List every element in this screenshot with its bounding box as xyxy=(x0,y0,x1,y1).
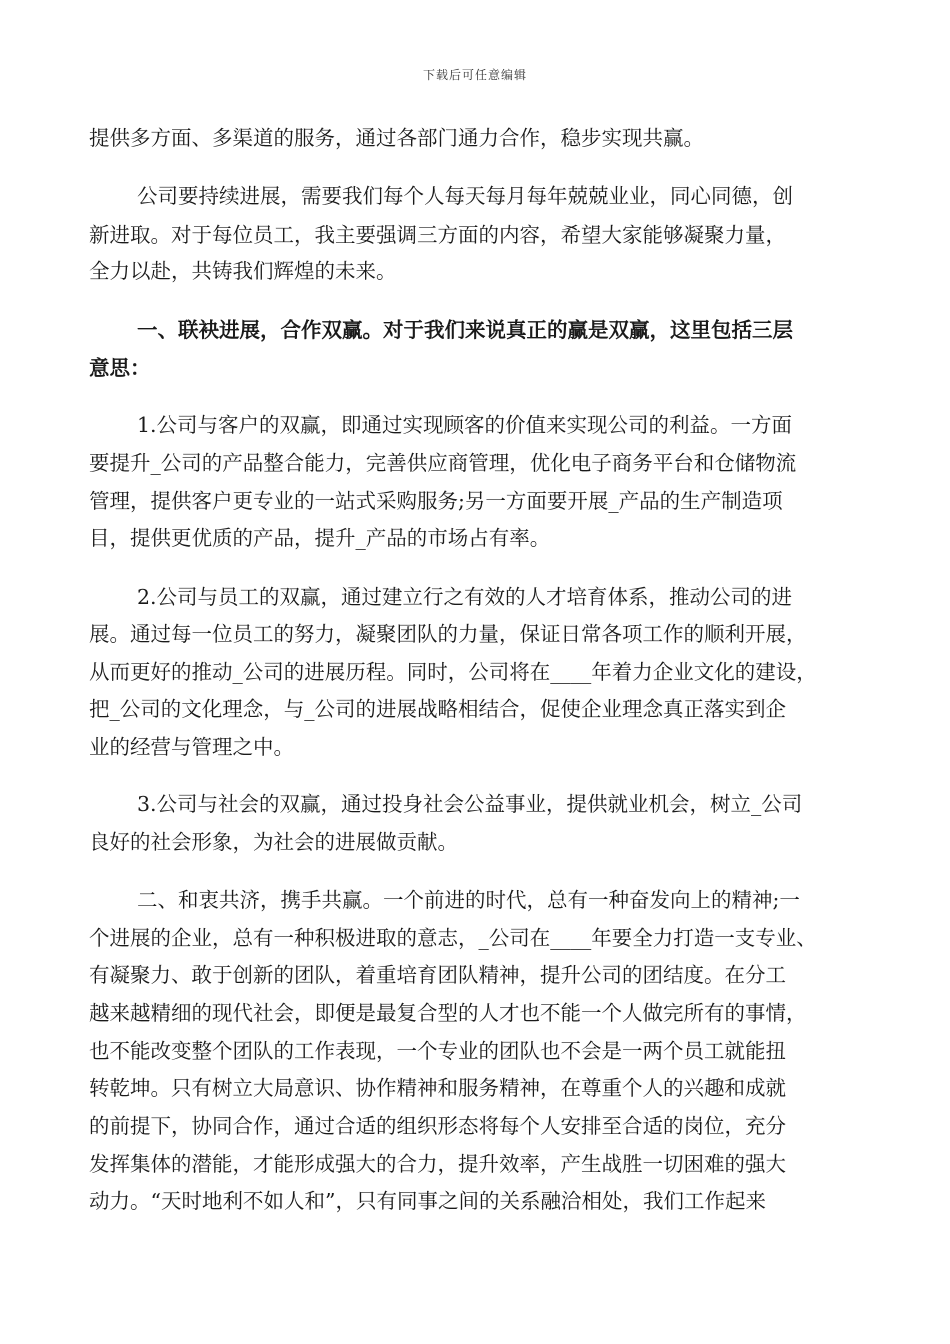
section-2-line-8: 发挥集体的潜能，才能形成强大的合力，提升效率，产生战胜一切困难的强大 xyxy=(89,1152,786,1176)
item-2-line-5: 业的经营与管理之中。 xyxy=(89,735,294,759)
section-2-line-3: 有凝聚力、敢于创新的团队，着重培育团队精神，提升公司的团结度。在分工 xyxy=(89,963,786,987)
section-2-line-1: 二、和衷共济，携手共赢。一个前进的时代，总有一种奋发向上的精神;一 xyxy=(137,888,800,912)
section-2-line-2: 个进展的企业，总有一种积极进取的意志，_公司在____年要全力打造一支专业、 xyxy=(89,926,817,950)
paragraph-2-line-3: 全力以赴，共铸我们辉煌的未来。 xyxy=(89,259,397,283)
section-2-line-9: 动力。“天时地利不如人和”，只有同事之间的关系融洽相处，我们工作起来 xyxy=(89,1189,766,1213)
section-1-heading-line-1: 一、联袂进展，合作双赢。对于我们来说真正的赢是双赢，这里包括三层 xyxy=(137,318,793,342)
item-1-line-1: 1.公司与客户的双赢，即通过实现顾客的价值来实现公司的利益。一方面 xyxy=(137,413,793,437)
item-1-line-4: 目，提供更优质的产品，提升_产品的市场占有率。 xyxy=(89,526,551,550)
section-2-line-7: 的前提下，协同合作，通过合适的组织形态将每个人安排至合适的岗位，充分 xyxy=(89,1114,786,1138)
page-header: 下载后可任意编辑 xyxy=(422,68,527,82)
item-3-line-2: 良好的社会形象，为社会的进展做贡献。 xyxy=(89,830,458,854)
item-1-line-3: 管理，提供客户更专业的一站式采购服务;另一方面要开展_产品的生产制造项 xyxy=(89,489,783,513)
item-2-line-3: 从而更好的推动_公司的进展历程。同时，公司将在____年着力企业文化的建设， xyxy=(89,660,817,684)
section-2-line-4: 越来越精细的现代社会，即便是最复合型的人才也不能一个人做完所有的事情， xyxy=(89,1001,807,1025)
section-1-heading-line-2: 意思： xyxy=(89,356,151,380)
paragraph-1-line-1: 提供多方面、多渠道的服务，通过各部门通力合作，稳步实现共赢。 xyxy=(89,126,704,150)
item-3-line-1: 3.公司与社会的双赢，通过投身社会公益事业，提供就业机会，树立_公司 xyxy=(137,792,803,816)
item-1-line-2: 要提升_公司的产品整合能力，完善供应商管理，优化电子商务平台和仓储物流 xyxy=(89,451,797,475)
section-2-line-5: 也不能改变整个团队的工作表现，一个专业的团队也不会是一两个员工就能扭 xyxy=(89,1039,786,1063)
section-2-line-6: 转乾坤。只有树立大局意识、协作精神和服务精神，在尊重个人的兴趣和成就 xyxy=(89,1076,786,1100)
paragraph-2-line-1: 公司要持续进展，需要我们每个人每天每月每年兢兢业业，同心同德，创 xyxy=(137,184,793,208)
item-2-line-2: 展。通过每一位员工的努力，凝聚团队的力量，保证日常各项工作的顺利开展， xyxy=(89,622,807,646)
item-2-line-4: 把_公司的文化理念，与_公司的进展战略相结合，促使企业理念真正落实到企 xyxy=(89,697,786,721)
paragraph-2-line-2: 新进取。对于每位员工，我主要强调三方面的内容，希望大家能够凝聚力量， xyxy=(89,223,786,247)
item-2-line-1: 2.公司与员工的双赢，通过建立行之有效的人才培育体系，推动公司的进 xyxy=(137,585,793,609)
